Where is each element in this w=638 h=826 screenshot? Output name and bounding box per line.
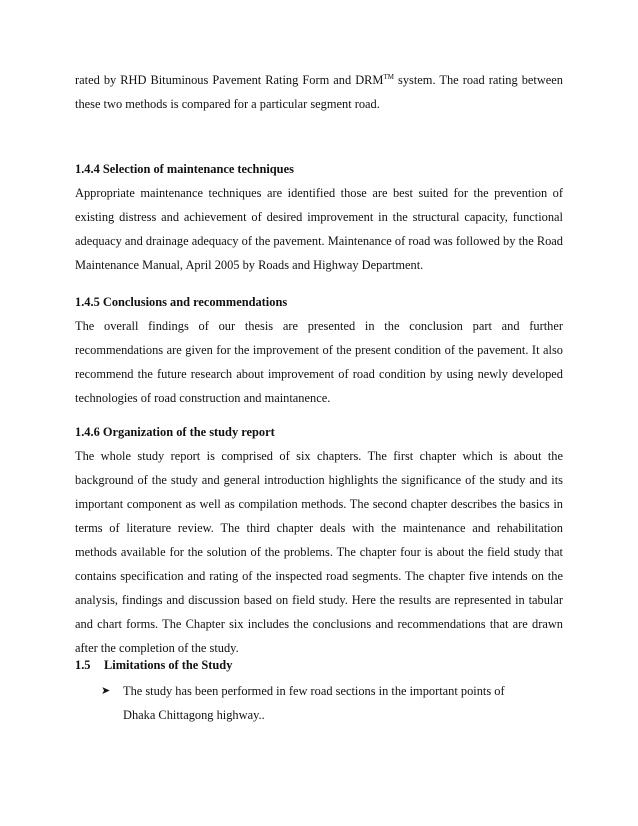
section-heading-1-4-6: 1.4.6 Organization of the study report — [75, 425, 275, 439]
section-body-1-4-4: Appropriate maintenance techniques are identified those are best suited for the prevention of existing distress and achievement of desired improvement in the structural capacity, functional adequacy and drainage adequacy of the pavement. Maintenance of road was followed by the Road Maintenance Manual, April 2005 by Roads and Highway Department. — [75, 186, 563, 272]
bullet-text: The study has been performed in few road sections in the important points of Dhaka Chittagong highway.. — [123, 684, 505, 722]
section-heading-1-4-4: 1.4.4 Selection of maintenance techniques — [75, 162, 294, 176]
section-heading-1-5 — [75, 653, 232, 677]
section-body-1-4-6: The whole study report is comprised of six chapters. The first chapter which is about the background of the study and general introduction highlights the significance of the study and its important component as well as compilation methods. The second chapter describes the basics in terms of literature review. The third chapter deals with the maintenance and rehabilitation methods available for the solution of the problems. The chapter four is about the field study that contains specification and rating of the inspected road segments. The chapter five intends on the analysis, findings and discussion based on field study. Here the results are represented in tabular and chart forms. The Chapter six includes the conclusions and recommendations that are drawn after the completion of the study. — [75, 449, 563, 655]
section-number: 1.5 — [75, 658, 91, 672]
arrowhead-bullet-icon: ➤ — [101, 684, 111, 697]
intro-text-after: system. The road rating between these two methods is compared for a particular segment road. — [75, 73, 563, 111]
section-body-1-4-5: The overall findings of our thesis are presented in the conclusion part and further recommendations are given for the improvement of the present condition of the pavement. It also recommend the future research about improvement of road condition by using newly developed technologies of road construction and maintanence. — [75, 319, 563, 405]
list-item — [101, 679, 531, 727]
intro-text-before: rated by RHD Bituminous Pavement Rating Form and DRM — [75, 73, 384, 87]
trademark-superscript: TM — [383, 73, 394, 81]
section-heading-1-4-5: 1.4.5 Conclusions and recommendations — [75, 295, 288, 309]
intro-paragraph — [75, 68, 563, 116]
section-title: Limitations of the Study — [104, 658, 233, 672]
